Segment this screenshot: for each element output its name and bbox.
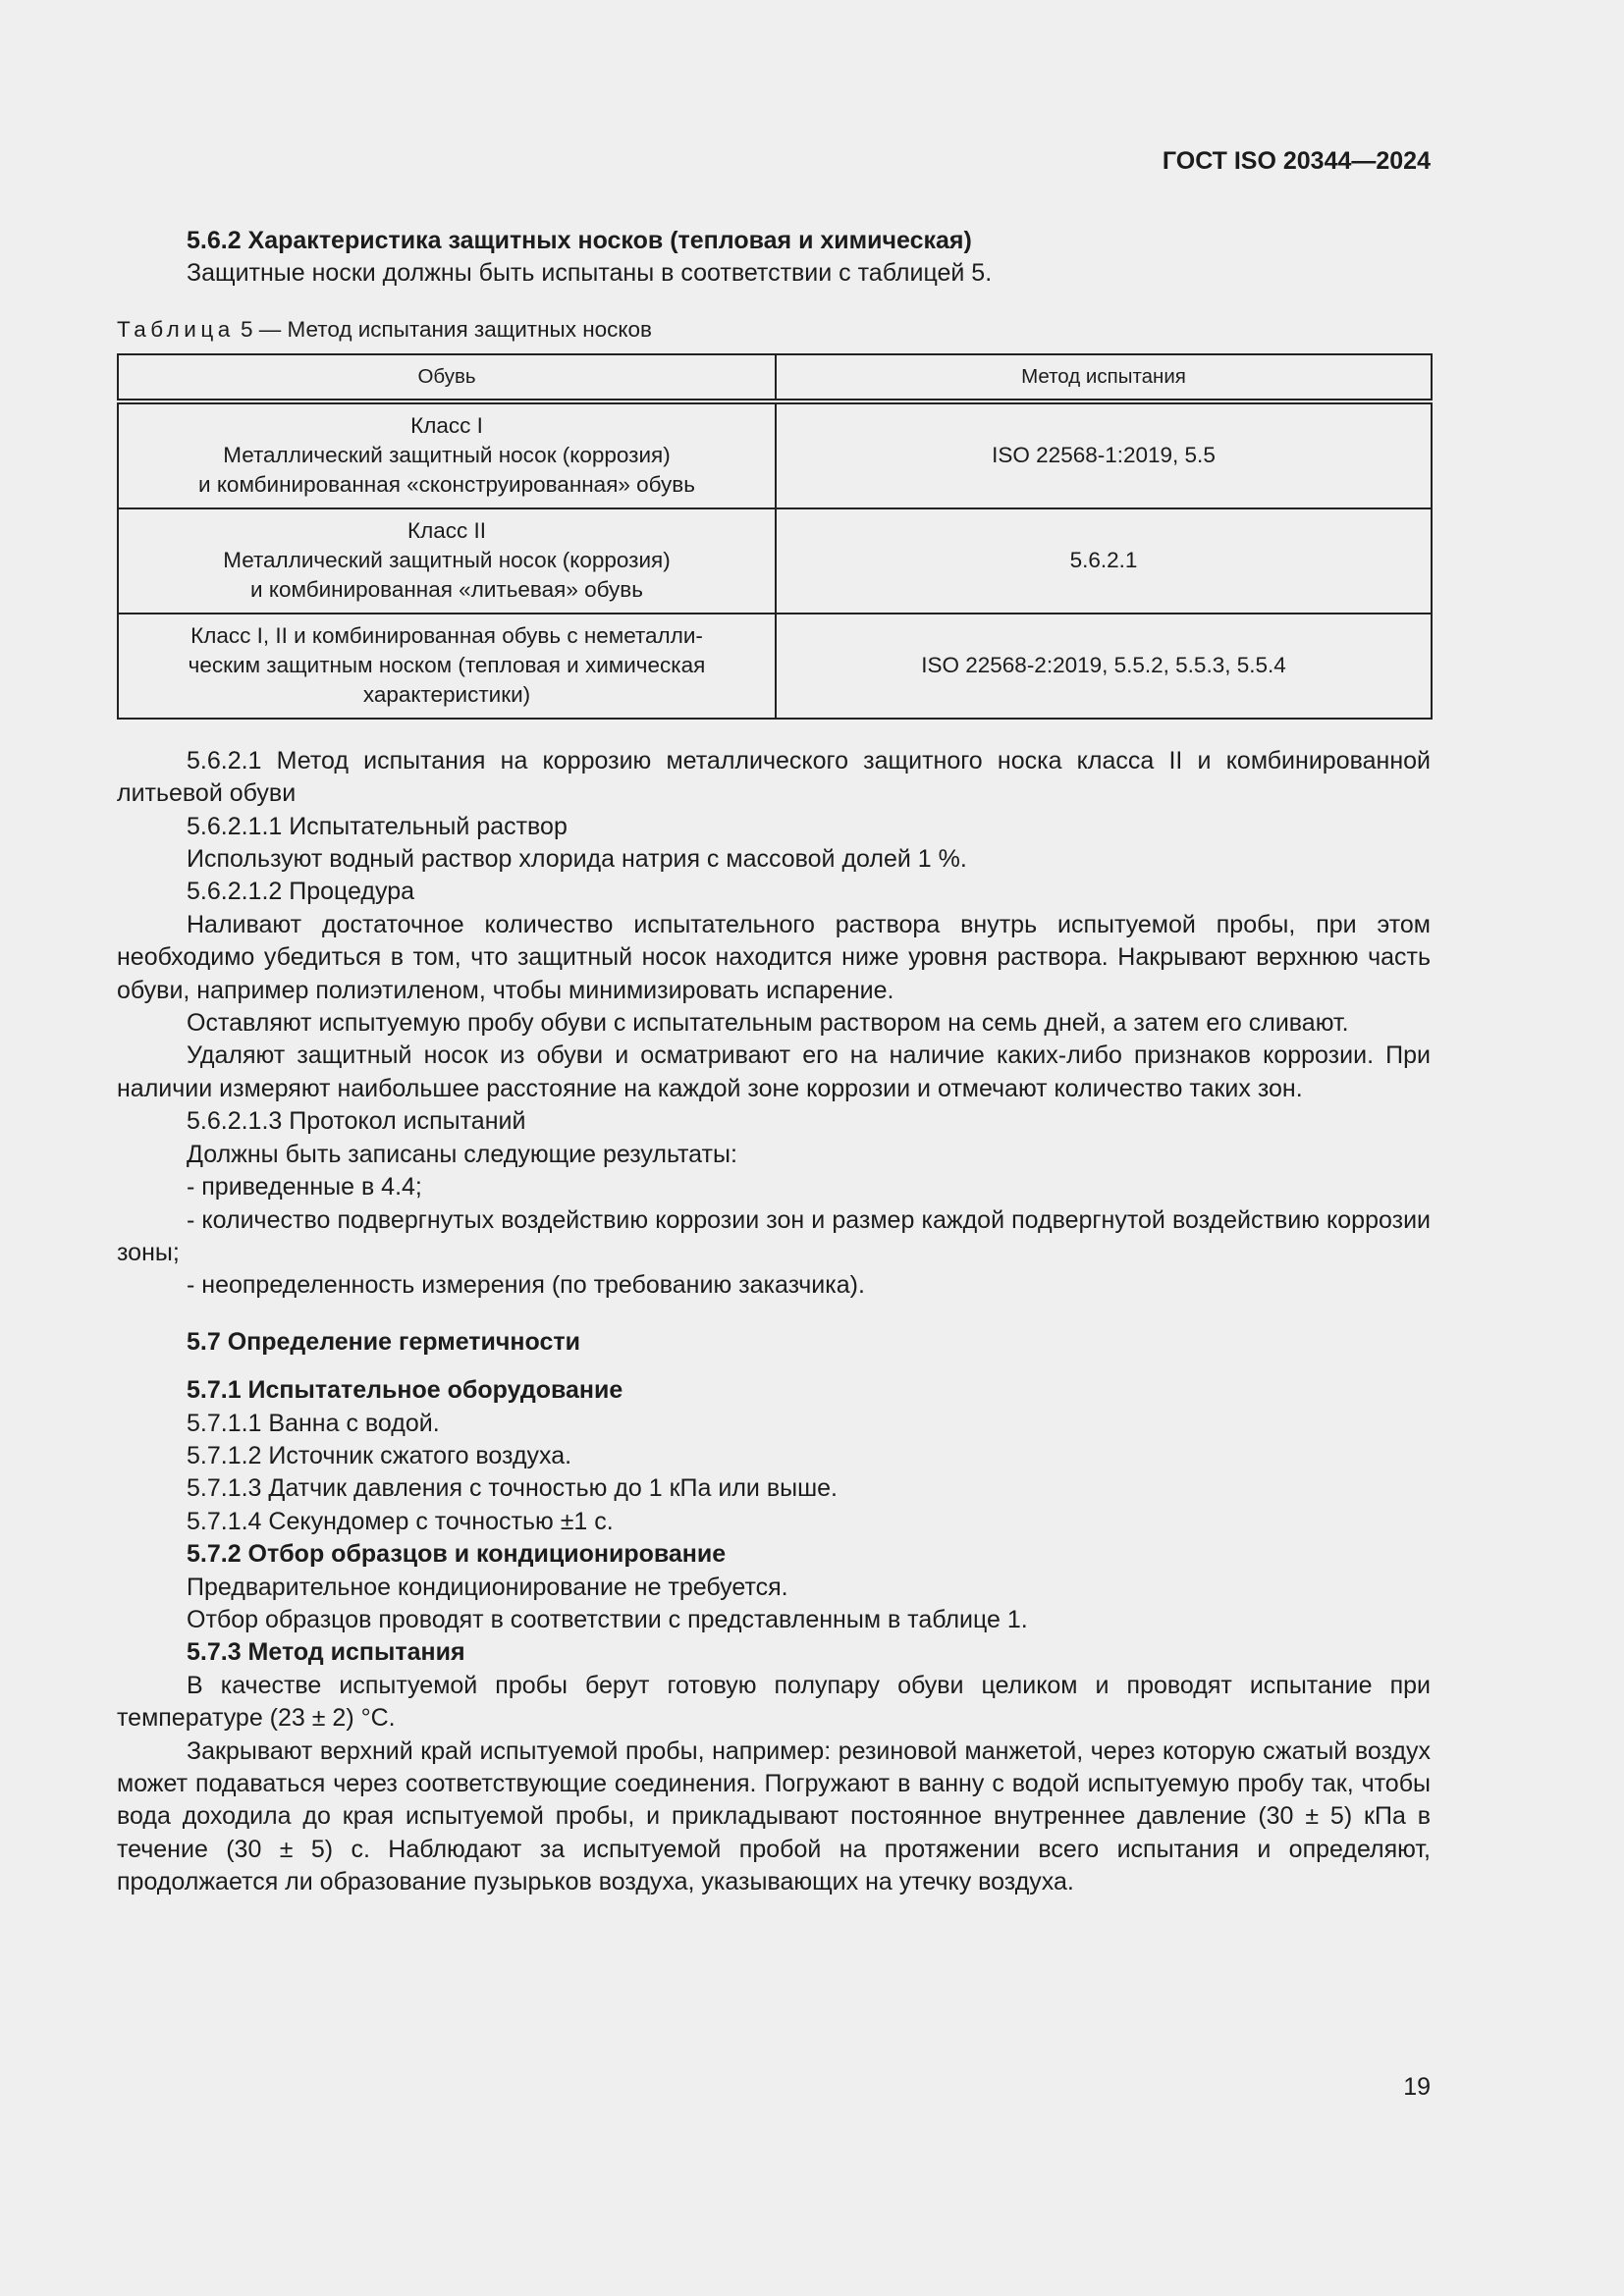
document-id: ГОСТ ISO 20344—2024 — [1162, 147, 1431, 175]
table-5 — [117, 353, 1433, 720]
footwear-cell — [118, 614, 776, 719]
column-header-footwear: Обувь — [118, 354, 776, 401]
table-5-caption — [117, 316, 1431, 344]
footwear-cell — [118, 401, 776, 508]
cell-line: характеристики) — [362, 682, 531, 708]
sampling-paragraph-2: Отбор образцов проводят в соответствии с представленным в таблице 1. — [187, 1605, 1028, 1633]
report-intro: Должны быть записаны следующие результаты: — [187, 1140, 737, 1168]
section-5-7-heading: 5.7 Определение герметичности — [187, 1327, 580, 1356]
cell-line: и комбинированная «литьевая» обувь — [250, 577, 643, 603]
report-item: - приведенные в 4.4; — [187, 1173, 422, 1201]
procedure-paragraph-3: Удаляют защитный носок из обуви и осматривают его на наличие каких-либо признаков коррозии. При наличии измеряют наибольшее расстояние на каждой зоне коррозии и отмечают количество таких зон. — [117, 1041, 1431, 1102]
column-header-test-method: Метод испытания — [776, 354, 1432, 401]
section-5-7-1-heading: 5.7.1 Испытательное оборудование — [187, 1376, 623, 1405]
cell-line: Класс II — [406, 518, 486, 544]
table-header-row — [118, 354, 1432, 401]
method-paragraph-2: Закрывают верхний край испытуемой пробы, например: резиновой манжетой, через которую сжатый воздух может подаваться через соответствующие соединения. Погружают в ванну с водой испытуемую пробу так, чтобы вода доходила до края испытуемой пробы, и прикладывают постоянное внутреннее давление (30 ± 5) кПа в течение (30 ± 5) с. Наблюдают за испытуемой пробой на протяжении всего испытания и определяют, продолжается ли образование пузырьков воздуха, указывающих на утечку воздуха. — [117, 1736, 1431, 1896]
equipment-item: 5.7.1.3 Датчик давления с точностью до 1 кПа или выше. — [187, 1474, 838, 1503]
table-caption-label: Таблица — [117, 316, 235, 342]
method-cell: ISO 22568-1:2019, 5.5 — [776, 401, 1432, 508]
section-5-6-2-1-1-title: 5.6.2.1.1 Испытательный раствор — [187, 812, 568, 840]
cell-line: Класс I, II и комбинированная обувь с неметалли- — [190, 623, 703, 649]
cell-line: Металлический защитный носок (коррозия) — [223, 548, 671, 573]
cell-line: Класс I — [410, 413, 483, 439]
footwear-cell — [118, 508, 776, 614]
page-content — [117, 225, 1431, 1899]
procedure-paragraph-2: Оставляют испытуемую пробу обуви с испытательным раствором на семь дней, а затем его сливают. — [187, 1009, 1349, 1038]
table-caption-text: 5 — Метод испытания защитных носков — [234, 316, 652, 342]
report-item: - количество подвергнутых воздействию коррозии зон и размер каждой подвергнутой воздействию коррозии зоны; — [117, 1205, 1431, 1266]
cell-line: Металлический защитный носок (коррозия) — [223, 443, 671, 468]
section-5-6-2-1-2-title: 5.6.2.1.2 Процедура — [187, 878, 415, 906]
cell-line: ческим защитным носком (тепловая и химическая — [188, 653, 706, 678]
equipment-item: 5.7.1.2 Источник сжатого воздуха. — [187, 1441, 572, 1469]
report-item: - неопределенность измерения (по требованию заказчика). — [187, 1271, 865, 1300]
section-5-7-3-heading: 5.7.3 Метод испытания — [187, 1638, 465, 1667]
section-5-6-2-1-title: 5.6.2.1 Метод испытания на коррозию металлического защитного носка класса II и комбинированной литьевой обуви — [117, 746, 1431, 808]
method-cell: 5.6.2.1 — [776, 508, 1432, 614]
section-5-6-2-heading: 5.6.2 Характеристика защитных носков (тепловая и химическая) — [187, 227, 972, 254]
equipment-item: 5.7.1.1 Ванна с водой. — [187, 1409, 440, 1437]
section-5-6-2-intro: Защитные носки должны быть испытаны в соответствии с таблицей 5. — [187, 259, 993, 288]
section-5-7-2-heading: 5.7.2 Отбор образцов и кондиционирование — [187, 1540, 727, 1569]
method-cell: ISO 22568-2:2019, 5.5.2, 5.5.3, 5.5.4 — [776, 614, 1432, 719]
section-5-6-2-1-3-title: 5.6.2.1.3 Протокол испытаний — [187, 1107, 526, 1136]
cell-line: и комбинированная «сконструированная» обувь — [198, 472, 695, 498]
section-5-6-2-1-1-text: Используют водный раствор хлорида натрия с массовой долей 1 %. — [187, 845, 967, 874]
page-number: 19 — [1403, 2073, 1431, 2101]
table-row — [118, 508, 1432, 614]
table-row — [118, 614, 1432, 719]
procedure-paragraph-1: Наливают достаточное количество испытательного раствора внутрь испытуемой пробы, при этом необходимо убедиться в том, что защитный носок находится ниже уровня раствора. Накрывают верхнюю часть обуви, например полиэтиленом, чтобы минимизировать испарение. — [117, 910, 1431, 1004]
method-paragraph-1: В качестве испытуемой пробы берут готовую полупару обуви целиком и проводят испытание при температуре (23 ± 2) °С. — [117, 1671, 1431, 1733]
sampling-paragraph-1: Предварительное кондиционирование не требуется. — [187, 1573, 788, 1601]
equipment-item: 5.7.1.4 Секундомер с точностью ±1 с. — [187, 1507, 614, 1535]
table-row — [118, 401, 1432, 508]
